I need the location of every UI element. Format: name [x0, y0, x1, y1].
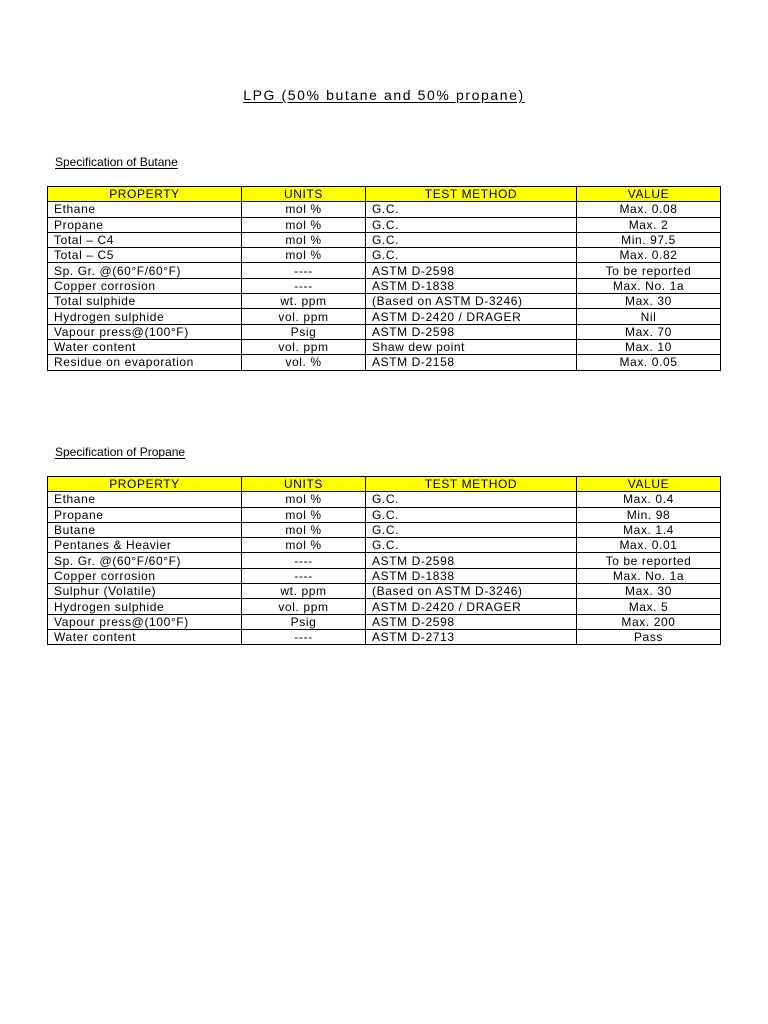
cell-test-method: ASTM D-2420 / DRAGER	[366, 309, 577, 324]
cell-property: Propane	[48, 507, 242, 522]
cell-units: vol. %	[242, 355, 366, 370]
cell-property: Sulphur (Volatile)	[48, 584, 242, 599]
cell-test-method: G.C.	[366, 232, 577, 247]
cell-test-method: ASTM D-2598	[366, 324, 577, 339]
cell-property: Water content	[48, 339, 242, 354]
cell-property: Water content	[48, 629, 242, 644]
cell-value: Max. 10	[577, 339, 721, 354]
cell-units: mol %	[242, 538, 366, 553]
header-value: VALUE	[577, 477, 721, 492]
cell-test-method: G.C.	[366, 202, 577, 217]
cell-property: Sp. Gr. @(60°F/60°F)	[48, 553, 242, 568]
cell-property: Sp. Gr. @(60°F/60°F)	[48, 263, 242, 278]
cell-test-method: ASTM D-1838	[366, 278, 577, 293]
cell-test-method: G.C.	[366, 522, 577, 537]
cell-test-method: ASTM D-2598	[366, 553, 577, 568]
cell-value: Max. 1.4	[577, 522, 721, 537]
cell-value: Max. 30	[577, 584, 721, 599]
cell-units: ----	[242, 568, 366, 583]
cell-units: mol %	[242, 522, 366, 537]
cell-test-method: G.C.	[366, 538, 577, 553]
cell-units: mol %	[242, 507, 366, 522]
cell-value: Max. 200	[577, 614, 721, 629]
cell-property: Pentanes & Heavier	[48, 538, 242, 553]
table-row	[48, 507, 721, 522]
cell-test-method: ASTM D-2158	[366, 355, 577, 370]
propane-spec-table	[47, 476, 721, 645]
header-test-method: TEST METHOD	[366, 187, 577, 202]
header-property: PROPERTY	[48, 187, 242, 202]
cell-test-method: ASTM D-2713	[366, 629, 577, 644]
cell-units: mol %	[242, 217, 366, 232]
cell-test-method: ASTM D-2420 / DRAGER	[366, 599, 577, 614]
cell-units: mol %	[242, 202, 366, 217]
cell-units: Psig	[242, 614, 366, 629]
cell-units: ----	[242, 278, 366, 293]
table-row	[48, 584, 721, 599]
table-row	[48, 202, 721, 217]
table-row	[48, 232, 721, 247]
cell-property: Residue on evaporation	[48, 355, 242, 370]
cell-units: mol %	[242, 492, 366, 507]
cell-value: Max. No. 1a	[577, 278, 721, 293]
cell-value: Max. 2	[577, 217, 721, 232]
cell-value: Max. 0.01	[577, 538, 721, 553]
cell-test-method: G.C.	[366, 217, 577, 232]
cell-value: Min. 98	[577, 507, 721, 522]
table-row	[48, 278, 721, 293]
cell-property: Total – C4	[48, 232, 242, 247]
cell-property: Propane	[48, 217, 242, 232]
cell-test-method: G.C.	[366, 248, 577, 263]
table-row	[48, 538, 721, 553]
table-row	[48, 294, 721, 309]
header-value: VALUE	[577, 187, 721, 202]
cell-test-method: G.C.	[366, 507, 577, 522]
header-units: UNITS	[242, 187, 366, 202]
document-title-text: LPG (50% butane and 50% propane)	[243, 87, 525, 103]
cell-units: Psig	[242, 324, 366, 339]
cell-property: Copper corrosion	[48, 278, 242, 293]
table-row	[48, 568, 721, 583]
cell-test-method: (Based on ASTM D-3246)	[366, 294, 577, 309]
table-row	[48, 614, 721, 629]
cell-units: ----	[242, 263, 366, 278]
cell-value: Max. No. 1a	[577, 568, 721, 583]
table-row	[48, 248, 721, 263]
table-row	[48, 324, 721, 339]
cell-value: Max. 0.82	[577, 248, 721, 263]
cell-test-method: ASTM D-2598	[366, 263, 577, 278]
cell-test-method: G.C.	[366, 492, 577, 507]
cell-value: Max. 0.05	[577, 355, 721, 370]
table-header-row	[48, 477, 721, 492]
table-row	[48, 492, 721, 507]
cell-property: Total sulphide	[48, 294, 242, 309]
table-row	[48, 263, 721, 278]
table-row	[48, 217, 721, 232]
cell-value: Pass	[577, 629, 721, 644]
header-property: PROPERTY	[48, 477, 242, 492]
cell-value: Max. 30	[577, 294, 721, 309]
cell-units: vol. ppm	[242, 599, 366, 614]
cell-units: mol %	[242, 248, 366, 263]
cell-property: Vapour press@(100°F)	[48, 614, 242, 629]
cell-value: Max. 5	[577, 599, 721, 614]
table-row	[48, 522, 721, 537]
butane-section-heading: Specification of Butane	[55, 155, 178, 169]
cell-units: wt. ppm	[242, 584, 366, 599]
cell-value: To be reported	[577, 553, 721, 568]
cell-value: Max. 0.4	[577, 492, 721, 507]
cell-property: Butane	[48, 522, 242, 537]
cell-units: wt. ppm	[242, 294, 366, 309]
cell-units: ----	[242, 629, 366, 644]
butane-spec-table	[47, 186, 721, 371]
cell-property: Hydrogen sulphide	[48, 599, 242, 614]
cell-value: Nil	[577, 309, 721, 324]
table-header-row	[48, 187, 721, 202]
table-row	[48, 629, 721, 644]
cell-property: Vapour press@(100°F)	[48, 324, 242, 339]
document-title	[0, 87, 768, 103]
cell-units: mol %	[242, 232, 366, 247]
cell-value: Max. 0.08	[577, 202, 721, 217]
cell-value: To be reported	[577, 263, 721, 278]
header-units: UNITS	[242, 477, 366, 492]
cell-units: vol. ppm	[242, 339, 366, 354]
cell-units: ----	[242, 553, 366, 568]
header-test-method: TEST METHOD	[366, 477, 577, 492]
cell-test-method: Shaw dew point	[366, 339, 577, 354]
cell-units: vol. ppm	[242, 309, 366, 324]
cell-test-method: (Based on ASTM D-3246)	[366, 584, 577, 599]
cell-property: Ethane	[48, 492, 242, 507]
cell-test-method: ASTM D-1838	[366, 568, 577, 583]
propane-section-heading: Specification of Propane	[55, 445, 186, 459]
cell-property: Total – C5	[48, 248, 242, 263]
table-row	[48, 553, 721, 568]
table-row	[48, 339, 721, 354]
cell-property: Hydrogen sulphide	[48, 309, 242, 324]
cell-property: Copper corrosion	[48, 568, 242, 583]
cell-test-method: ASTM D-2598	[366, 614, 577, 629]
table-row	[48, 309, 721, 324]
table-row	[48, 599, 721, 614]
cell-property: Ethane	[48, 202, 242, 217]
cell-value: Min. 97.5	[577, 232, 721, 247]
table-row	[48, 355, 721, 370]
cell-value: Max. 70	[577, 324, 721, 339]
